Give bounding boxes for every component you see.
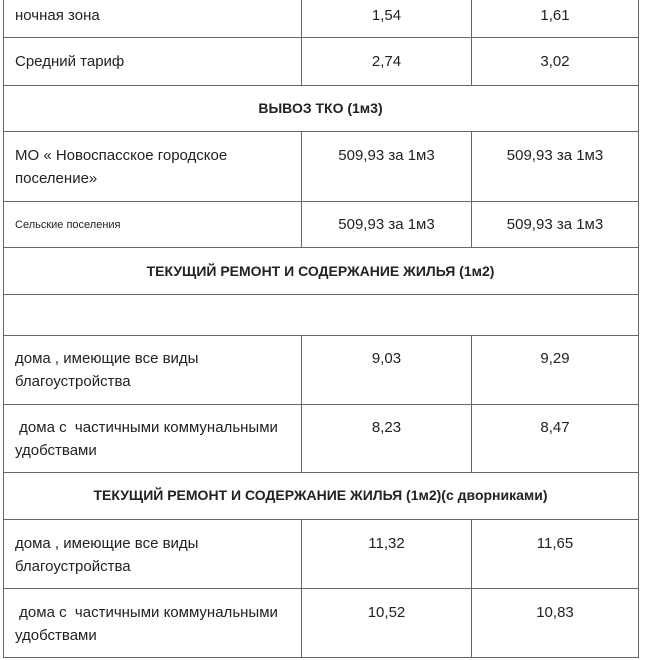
value-cell: 509,93 за 1м3 bbox=[506, 147, 604, 164]
row-divider bbox=[3, 404, 639, 405]
row-divider bbox=[3, 85, 639, 86]
value-cell: 2,74 bbox=[371, 53, 402, 70]
row-divider bbox=[3, 588, 639, 589]
row-divider bbox=[3, 519, 639, 520]
row-divider bbox=[3, 37, 639, 38]
value-cell: 8,23 bbox=[371, 419, 402, 436]
section-header: ВЫВОЗ ТКО (1м3) bbox=[258, 100, 383, 116]
row-label: дома , имеющие все виды благоустройства bbox=[15, 350, 199, 390]
value-cell: 9,03 bbox=[371, 350, 402, 367]
section-header: ТЕКУЩИЙ РЕМОНТ И СОДЕРЖАНИЕ ЖИЛЬЯ (1м2) bbox=[146, 263, 495, 279]
value-cell: 509,93 за 1м3 bbox=[338, 147, 435, 164]
row-label: Сельские поселения bbox=[15, 219, 121, 231]
row-divider bbox=[3, 201, 639, 202]
value-cell: 9,29 bbox=[540, 350, 570, 367]
value-cell: 1,54 bbox=[371, 7, 402, 24]
value-cell: 10,52 bbox=[367, 604, 406, 621]
value-cell: 8,47 bbox=[540, 419, 570, 436]
row-label: дома , имеющие все виды благоустройства bbox=[15, 535, 199, 575]
row-divider bbox=[3, 247, 639, 248]
row-label: ночная зона bbox=[15, 7, 100, 24]
value-cell: 509,93 за 1м3 bbox=[338, 216, 435, 233]
row-label: дома с частичными коммунальными удобствами bbox=[15, 419, 283, 459]
row-label: дома с частичными коммунальными удобствами bbox=[15, 604, 283, 644]
value-cell: 3,02 bbox=[540, 53, 570, 70]
value-cell: 11,65 bbox=[536, 535, 574, 552]
value-cell: 1,61 bbox=[540, 7, 570, 24]
value-cell: 11,32 bbox=[368, 535, 405, 552]
row-label: МО « Новоспасское городское поселение» bbox=[15, 147, 228, 187]
value-cell: 10,83 bbox=[536, 604, 574, 621]
row-divider bbox=[3, 657, 639, 658]
section-header: ТЕКУЩИЙ РЕМОНТ И СОДЕРЖАНИЕ ЖИЛЬЯ (1м2)(с дворниками) bbox=[93, 487, 548, 503]
row-divider bbox=[3, 335, 639, 336]
row-label: Средний тариф bbox=[15, 53, 125, 70]
row-divider bbox=[3, 131, 639, 132]
row-divider bbox=[3, 472, 639, 473]
row-divider bbox=[3, 294, 639, 295]
value-cell: 509,93 за 1м3 bbox=[506, 216, 604, 233]
column-divider bbox=[638, 0, 639, 658]
